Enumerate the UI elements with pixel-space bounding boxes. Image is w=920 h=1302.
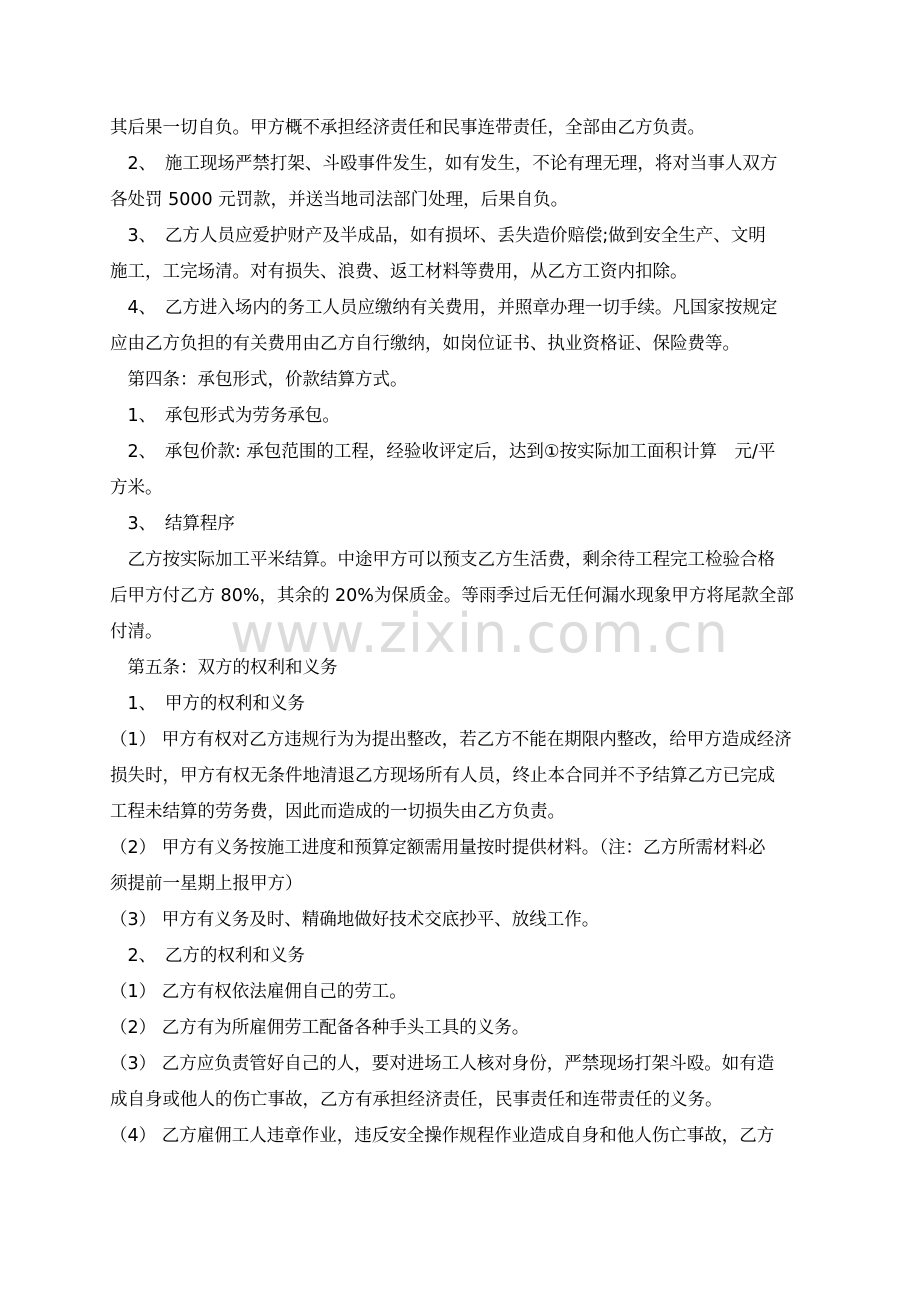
text-line: 其后果一切自负。甲方概不承担经济责任和民事连带责任，全部由乙方负责。	[110, 118, 705, 138]
text-line: 3、 乙方人员应爱护财产及半成品，如有损坏、丢失造价赔偿;做到安全生产、文明	[110, 226, 766, 246]
text-line: 3、 结算程序	[110, 514, 235, 534]
text-line: 1、 承包形式为劳务承包。	[110, 406, 340, 426]
watermark: www.zixin.com.cn	[230, 602, 729, 665]
text-line: 施工，工完场清。对有损失、浪费、返工材料等费用，从乙方工资内扣除。	[110, 262, 688, 282]
text-line: （1） 乙方有权依法雇佣自己的劳工。	[110, 982, 407, 1002]
text-line: 2、 施工现场严禁打架、斗殴事件发生，如有发生，不论有理无理，将对当事人双方	[110, 154, 778, 174]
text-line: 成自身或他人的伤亡事故，乙方有承担经济责任，民事责任和连带责任的义务。	[110, 1090, 723, 1110]
text-line: 各处罚 5000 元罚款，并送当地司法部门处理，后果自负。	[110, 190, 569, 210]
text-line: （3） 甲方有义务及时、精确地做好技术交底抄平、放线工作。	[110, 910, 600, 930]
text-line: 1、 甲方的权利和义务	[110, 694, 305, 714]
text-line: 须提前一星期上报甲方）	[110, 874, 303, 894]
text-line: （4） 乙方雇佣工人违章作业，违反安全操作规程作业造成自身和他人伤亡事故，乙方	[110, 1126, 775, 1146]
text-line: 方米。	[110, 478, 163, 498]
text-line: 2、 承包价款: 承包范围的工程，经验收评定后，达到①按实际加工面积计算 元/平	[110, 442, 776, 462]
text-line: 损失时，甲方有权无条件地清退乙方现场所有人员，终止本合同并不予结算乙方已完成	[110, 766, 775, 786]
text-line: （2） 乙方有为所雇佣劳工配备各种手头工具的义务。	[110, 1018, 530, 1038]
text-line: 第四条：承包形式，价款结算方式。	[110, 370, 408, 390]
text-line: （3） 乙方应负责管好自己的人，要对进场工人核对身份，严禁现场打架斗殴。如有造	[110, 1054, 775, 1074]
text-line: 后甲方付乙方 80%，其余的 20%为保质金。等雨季过后无任何漏水现象甲方将尾款全部	[110, 586, 794, 606]
text-line: 工程未结算的劳务费，因此而造成的一切损失由乙方负责。	[110, 802, 565, 822]
text-line: 付清。	[110, 622, 163, 642]
text-line: （1） 甲方有权对乙方违规行为为提出整改，若乙方不能在期限内整改，给甲方造成经济	[110, 730, 792, 750]
text-line: 乙方按实际加工平米结算。中途甲方可以预支乙方生活费，剩余待工程完工检验合格	[110, 550, 775, 570]
text-line: 应由乙方负担的有关费用由乙方自行缴纳，如岗位证书、执业资格证、保险费等。	[110, 334, 740, 354]
text-line: （2） 甲方有义务按施工进度和预算定额需用量按时提供材料。（注：乙方所需材料必	[110, 838, 766, 858]
text-line: 第五条：双方的权利和义务	[110, 658, 338, 678]
text-line: 2、 乙方的权利和义务	[110, 946, 305, 966]
text-line: 4、 乙方进入场内的务工人员应缴纳有关费用，并照章办理一切手续。凡国家按规定	[110, 298, 778, 318]
